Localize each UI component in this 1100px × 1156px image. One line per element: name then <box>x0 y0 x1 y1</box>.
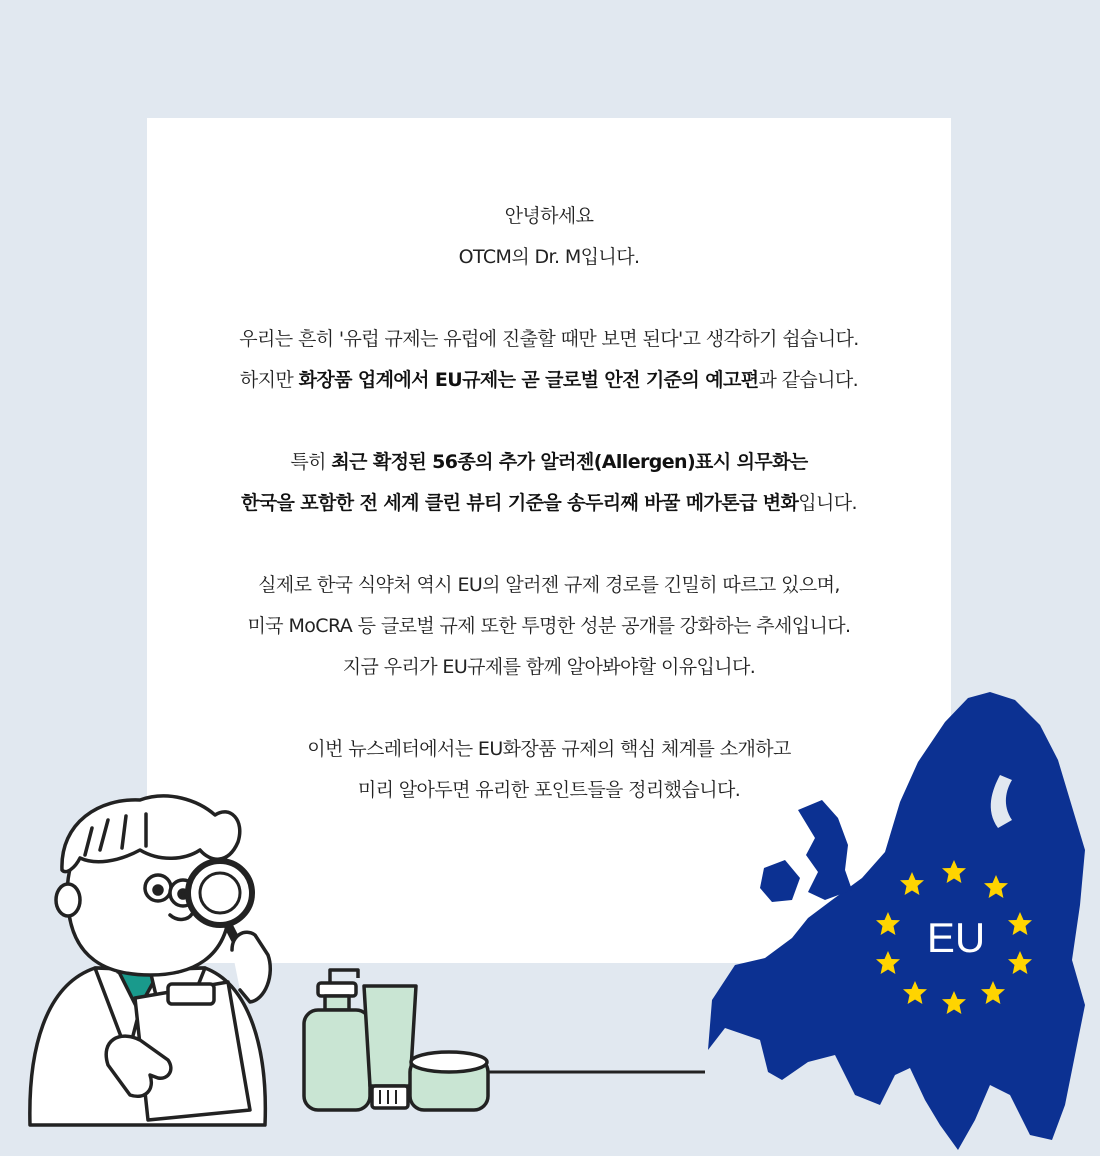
paragraph-line: 이번 뉴스레터에서는 EU화장품 규제의 핵심 체계를 소개하고 <box>307 738 791 760</box>
greeting-line: 안녕하세요 <box>504 205 594 227</box>
emphasis-text: 최근 확정된 56종의 추가 알러젠(Allergen)표시 의무화는 <box>331 451 808 473</box>
eu-label: EU <box>926 914 986 961</box>
text: 과 같습니다. <box>758 369 859 391</box>
emphasis-text: 화장품 업계에서 EU규제는 곧 글로벌 안전 기준의 예고편 <box>298 369 759 391</box>
scientist-icon <box>30 796 270 1125</box>
text: 특히 <box>290 451 332 473</box>
emphasis-text: 한국을 포함한 전 세계 클린 뷰티 기준을 송두리째 바꿀 메가톤급 변화 <box>241 492 799 514</box>
text: 입니다. <box>798 492 857 514</box>
paragraph-line: 우리는 흔히 '유럽 규제는 유럽에 진출할 때만 보면 된다'고 생각하기 쉽습니다. <box>239 328 859 350</box>
cosmetics-icon <box>304 970 488 1110</box>
text: 하지만 <box>239 369 299 391</box>
paragraph-line: 미리 알아두면 유리한 포인트들을 정리했습니다. <box>357 779 741 801</box>
greeting-line: OTCM의 Dr. M입니다. <box>458 246 640 268</box>
paragraph-line: 실제로 한국 식약처 역시 EU의 알러젠 규제 경로를 긴밀히 따르고 있으며, <box>258 574 840 596</box>
paragraph-line: 지금 우리가 EU규제를 함께 알아봐야할 이유입니다. <box>342 656 756 678</box>
paragraph-line: 미국 MoCRA 등 글로벌 규제 또한 투명한 성분 공개를 강화하는 추세입니다. <box>247 615 851 637</box>
